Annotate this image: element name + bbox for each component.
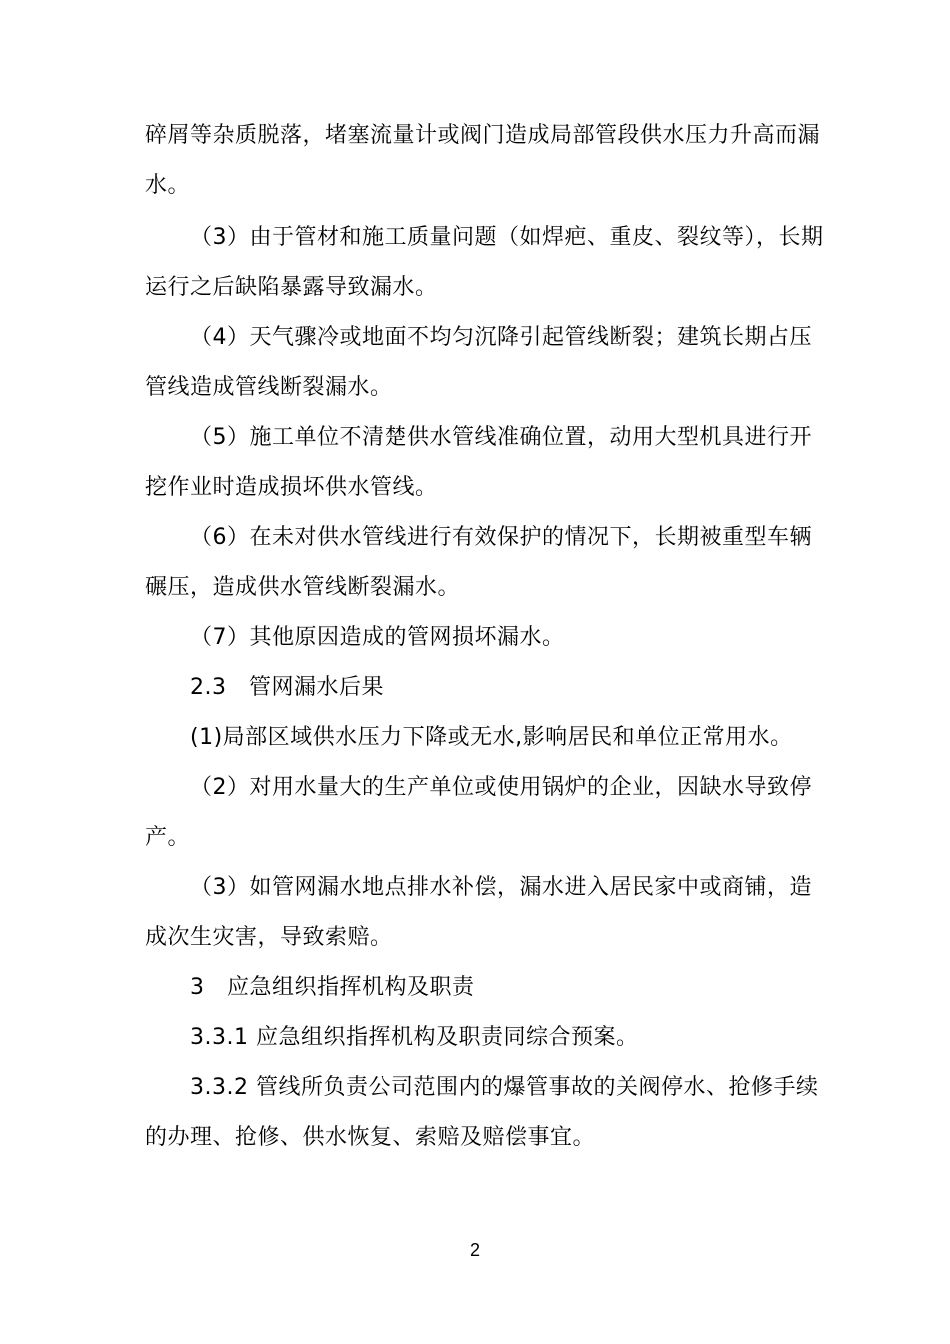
paragraph-line: (1)局部区域供水压力下降或无水,影响居民和单位正常用水。 [190, 725, 793, 750]
paragraph-line: 的办理、抢修、供水恢复、索赔及赔偿事宜。 [145, 1125, 596, 1150]
paragraph-line: 产。 [145, 825, 191, 850]
paragraph-line: 碾压，造成供水管线断裂漏水。 [145, 575, 461, 600]
paragraph-line: （3）如管网漏水地点排水补偿，漏水进入居民家中或商铺，造 [190, 875, 812, 900]
paragraph-line: （5）施工单位不清楚供水管线准确位置，动用大型机具进行开 [190, 425, 812, 450]
paragraph-line: （7）其他原因造成的管网损坏漏水。 [190, 625, 565, 650]
paragraph-line: 成次生灾害，导致索赔。 [145, 925, 393, 950]
paragraph-line: 水。 [145, 173, 191, 198]
paragraph-line: （4）天气骤冷或地面不均匀沉降引起管线断裂；建筑长期占压 [190, 325, 812, 350]
paragraph-line: 碎屑等杂质脱落，堵塞流量计或阀门造成局部管段供水压力升高而漏 [145, 123, 821, 148]
page-number: 2 [469, 1240, 480, 1260]
paragraph-line: 挖作业时造成损坏供水管线。 [145, 475, 438, 500]
paragraph-line: 运行之后缺陷暴露导致漏水。 [145, 275, 438, 300]
paragraph-line: 管线造成管线断裂漏水。 [145, 375, 393, 400]
section-heading: 2.3 管网漏水后果 [190, 675, 384, 700]
paragraph-line: （2）对用水量大的生产单位或使用锅炉的企业，因缺水导致停 [190, 775, 812, 800]
paragraph-line: （3）由于管材和施工质量问题（如焊疤、重皮、裂纹等），长期 [190, 225, 824, 250]
paragraph-line: 3.3.1 应急组织指挥机构及职责同综合预案。 [190, 1025, 639, 1050]
paragraph-line: 3.3.2 管线所负责公司范围内的爆管事故的关阀停水、抢修手续 [190, 1075, 819, 1100]
paragraph-line: （6）在未对供水管线进行有效保护的情况下，长期被重型车辆 [190, 525, 812, 550]
section-heading: 3 应急组织指挥机构及职责 [190, 975, 475, 1000]
